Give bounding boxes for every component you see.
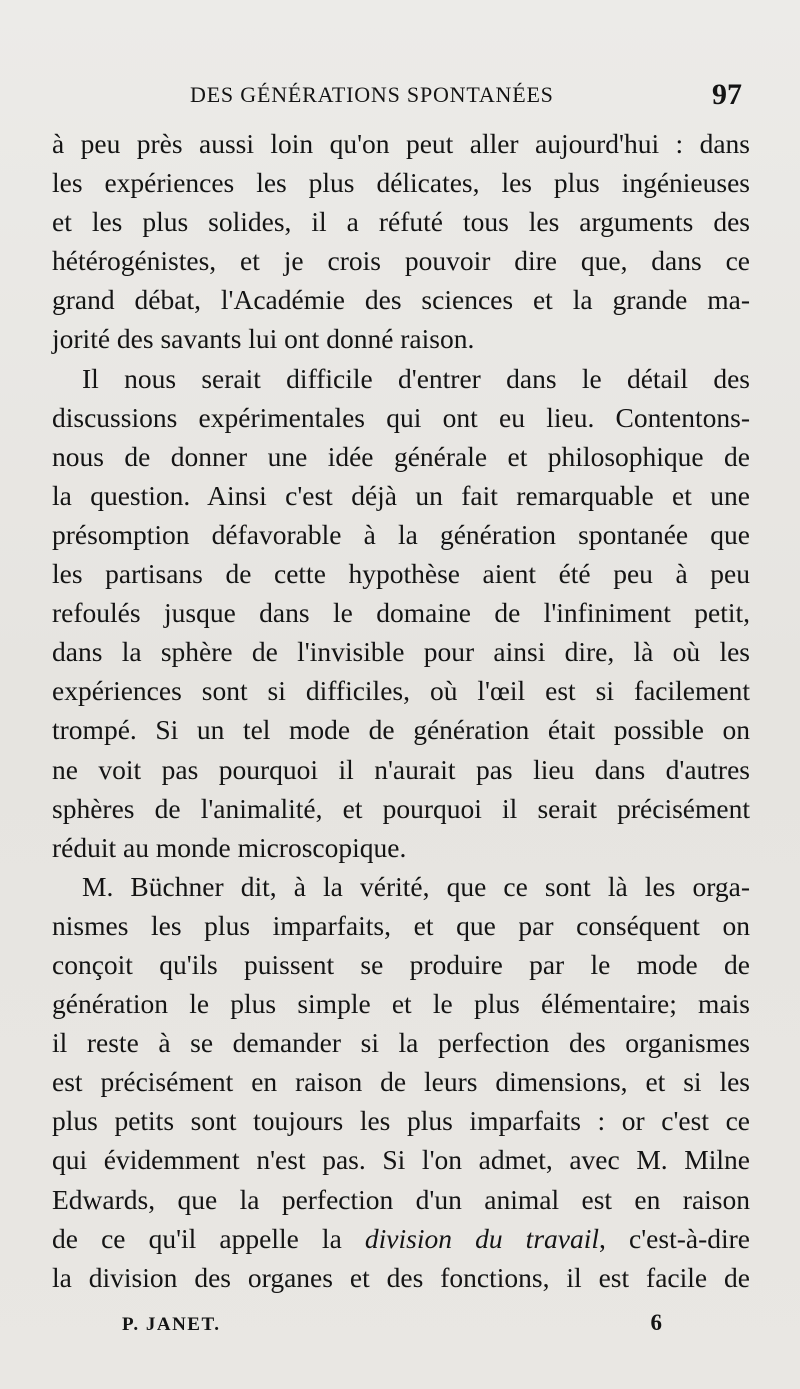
text-line: à peu près aussi loin qu'on peut aller aujourd'hui : dans <box>52 128 750 159</box>
text-line: la question. Ainsi c'est déjà un fait remarquable et une <box>52 479 750 511</box>
text-line: présomption défavorable à la génération spontanée que <box>52 518 750 550</box>
text-span: , c'est-à-dire <box>599 1222 750 1254</box>
text-line: dans la sphère de l'invisible pour ainsi dire, là où les <box>52 636 750 668</box>
paragraph-2 <box>52 359 750 867</box>
paragraph-3 <box>52 867 750 1297</box>
text-line: les expériences les plus délicates, les plus ingénieuses <box>52 167 750 199</box>
paragraph-1 <box>52 124 750 359</box>
text-line: ne voit pas pourquoi il n'aurait pas lieu dans d'autres <box>52 753 750 785</box>
text-line: Edwards, que la perfection d'un animal est en raison <box>52 1183 750 1215</box>
running-title: DES GÉNÉRATIONS SPONTANÉES <box>190 82 554 107</box>
page-number: 97 <box>712 78 742 111</box>
text-line: qui évidemment n'est pas. Si l'on admet, avec M. Milne <box>52 1144 750 1176</box>
text-line: il reste à se demander si la perfection des organismes <box>52 1027 750 1059</box>
italic-phrase: division du travail <box>364 1222 600 1254</box>
text-line: les partisans de cette hypothèse aient été peu à peu <box>52 558 750 590</box>
text-line: génération le plus simple et le plus élémentaire; mais <box>52 988 750 1020</box>
text-line: nismes les plus imparfaits, et que par conséquent on <box>52 909 750 941</box>
signature-mark: P. JANET. <box>122 1314 221 1335</box>
text-line: plus petits sont toujours les plus imparfaits : or c'est ce <box>52 1105 750 1137</box>
text-line: sphères de l'animalité, et pourquoi il serait précisément <box>52 792 750 824</box>
page-header <box>190 78 750 112</box>
text-line: la division des organes et des fonctions, il est facile de <box>52 1261 750 1293</box>
signature-number: 6 <box>650 1310 662 1335</box>
text-line: Il nous serait difficile d'entrer dans le détail des <box>82 362 750 394</box>
text-span: de ce qu'il appelle la <box>52 1222 365 1254</box>
text-line: hétérogénistes, et je crois pouvoir dire que, dans ce <box>52 245 750 277</box>
text-line: discussions expérimentales qui ont eu lieu. Contentons- <box>52 401 750 433</box>
text-line: trompé. Si un tel mode de génération était possible on <box>52 714 750 746</box>
text-line: expériences sont si difficiles, où l'œil est si facilement <box>52 675 750 707</box>
text-line: et les plus solides, il a réfuté tous les arguments des <box>52 206 750 238</box>
text-line: nous de donner une idée générale et philosophique de <box>52 440 750 472</box>
text-line: grand débat, l'Académie des sciences et la grande ma- <box>52 284 750 316</box>
text-line: conçoit qu'ils puissent se produire par le mode de <box>52 948 750 980</box>
text-line-with-italic <box>52 1219 750 1258</box>
body-text <box>52 124 750 1297</box>
text-line: est précisément en raison de leurs dimensions, et si les <box>52 1066 750 1098</box>
page-footer <box>122 1310 662 1340</box>
text-line: M. Büchner dit, à la vérité, que ce sont là les orga- <box>82 870 750 902</box>
text-line: réduit au monde microscopique. <box>52 831 407 863</box>
text-line: refoulés jusque dans le domaine de l'infiniment petit, <box>52 597 750 629</box>
text-line: jorité des savants lui ont donné raison. <box>52 323 475 355</box>
